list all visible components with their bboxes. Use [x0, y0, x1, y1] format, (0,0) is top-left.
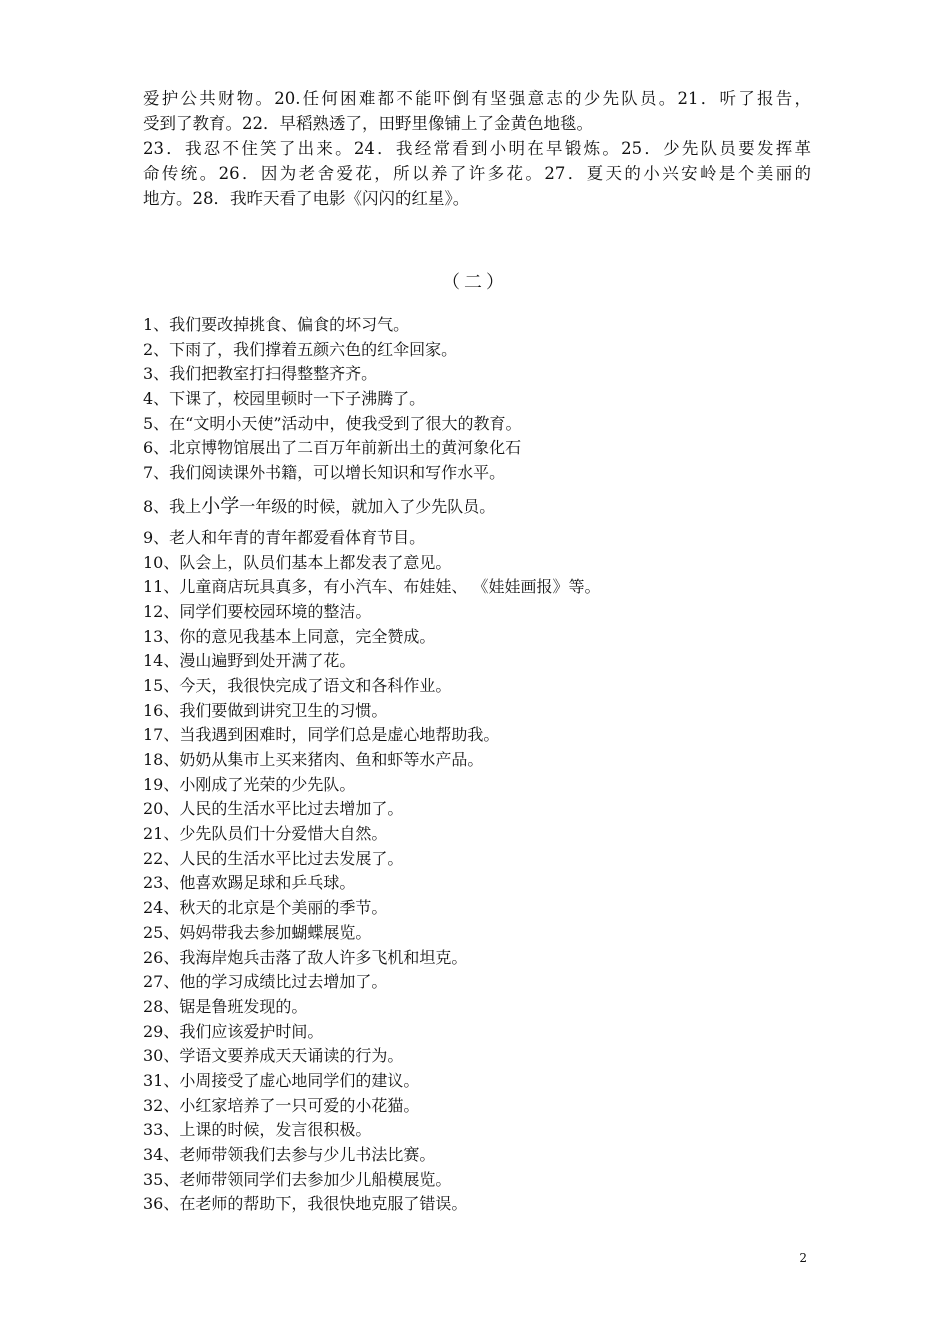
list-item-8 [143, 486, 823, 526]
intro-line: 命传统。26．因为老舍爱花，所以养了许多花。27．夏天的小兴安岭是个美丽的 [143, 164, 811, 183]
intro-paragraph [143, 86, 811, 211]
intro-line: 爱护公共财物。20.任何困难都不能吓倒有坚强意志的少先队员。21．听了报告， [143, 89, 811, 108]
list-item: 2、下雨了，我们撑着五颜六色的红伞回家。 [143, 339, 458, 359]
list-item: 30、学语文要养成天天诵读的行为。 [143, 1046, 404, 1066]
list-item: 24、秋天的北京是个美丽的季节。 [143, 898, 388, 918]
list-item-8-after: 一年级的时候，就加入了少先队员。 [239, 496, 496, 516]
page-number: 2 [799, 1251, 807, 1265]
list-item: 6、北京博物馆展出了二百万年前新出土的黄河象化石 [143, 438, 522, 458]
list-item: 32、小红家培养了一只可爱的小花猫。 [143, 1095, 420, 1115]
list-item: 1、我们要改掉挑食、偏食的坏习气。 [143, 315, 410, 334]
list-item: 13、你的意见我基本上同意，完全赞成。 [143, 626, 436, 646]
list-item: 26、我海岸炮兵击落了敌人许多飞机和坦克。 [143, 947, 468, 967]
sentence-list [143, 313, 823, 1217]
list-item-8-emphasis: 小学 [201, 494, 240, 517]
list-item: 27、他的学习成绩比过去增加了。 [143, 972, 388, 992]
list-item: 28、锯是鲁班发现的。 [143, 996, 308, 1016]
section-title: （二） [442, 272, 508, 293]
intro-line: 地方。28．我昨天看了电影《闪闪的红星》。 [143, 189, 470, 208]
list-item: 31、小周接受了虚心地同学们的建议。 [143, 1070, 420, 1090]
list-item: 5、在“文明小天使”活动中，使我受到了很大的教育。 [143, 413, 522, 433]
list-item: 36、在老师的帮助下，我很快地克服了错误。 [143, 1194, 468, 1214]
list-item: 33、上课的时候，发言很积极。 [143, 1120, 372, 1140]
list-item: 11、儿童商店玩具真多，有小汽车、布娃娃、 《娃娃画报》等。 [143, 577, 601, 597]
list-item: 29、我们应该爱护时间。 [143, 1021, 324, 1041]
list-item: 18、奶奶从集市上买来猪肉、鱼和虾等水产品。 [143, 750, 484, 769]
intro-line: 23．我忍不住笑了出来。24．我经常看到小明在早锻炼。25．少先队员要发挥革 [143, 139, 811, 158]
list-item: 9、老人和年青的青年都爱看体育节目。 [143, 527, 426, 547]
list-item: 4、下课了，校园里顿时一下子沸腾了。 [143, 389, 426, 409]
list-item: 34、老师带领我们去参与少儿书法比赛。 [143, 1145, 436, 1164]
list-item: 20、人民的生活水平比过去增加了。 [143, 799, 404, 819]
list-item: 16、我们要做到讲究卫生的习惯。 [143, 700, 388, 720]
list-item: 19、小刚成了光荣的少先队。 [143, 774, 356, 794]
intro-line: 受到了教育。22．早稻熟透了，田野里像铺上了金黄色地毯。 [143, 114, 593, 133]
list-item: 21、少先队员们十分爱惜大自然。 [143, 824, 388, 844]
list-item: 23、他喜欢踢足球和乒乓球。 [143, 873, 356, 893]
list-item: 25、妈妈带我去参加蝴蝶展览。 [143, 922, 372, 942]
list-item: 12、同学们要校园环境的整洁。 [143, 601, 372, 621]
list-item: 3、我们把教室打扫得整整齐齐。 [143, 364, 378, 384]
list-item: 35、老师带领同学们去参加少儿船模展览。 [143, 1169, 452, 1189]
list-item-8-before: 8、我上 [143, 496, 202, 516]
list-item: 7、我们阅读课外书籍，可以增长知识和写作水平。 [143, 463, 506, 483]
list-item: 17、当我遇到困难时，同学们总是虚心地帮助我。 [143, 725, 500, 745]
list-item: 10、队会上，队员们基本上都发表了意见。 [143, 552, 452, 572]
list-item: 14、漫山遍野到处开满了花。 [143, 651, 356, 671]
list-item: 15、今天，我很快完成了语文和各科作业。 [143, 675, 452, 695]
list-item: 22、人民的生活水平比过去发展了。 [143, 848, 404, 868]
